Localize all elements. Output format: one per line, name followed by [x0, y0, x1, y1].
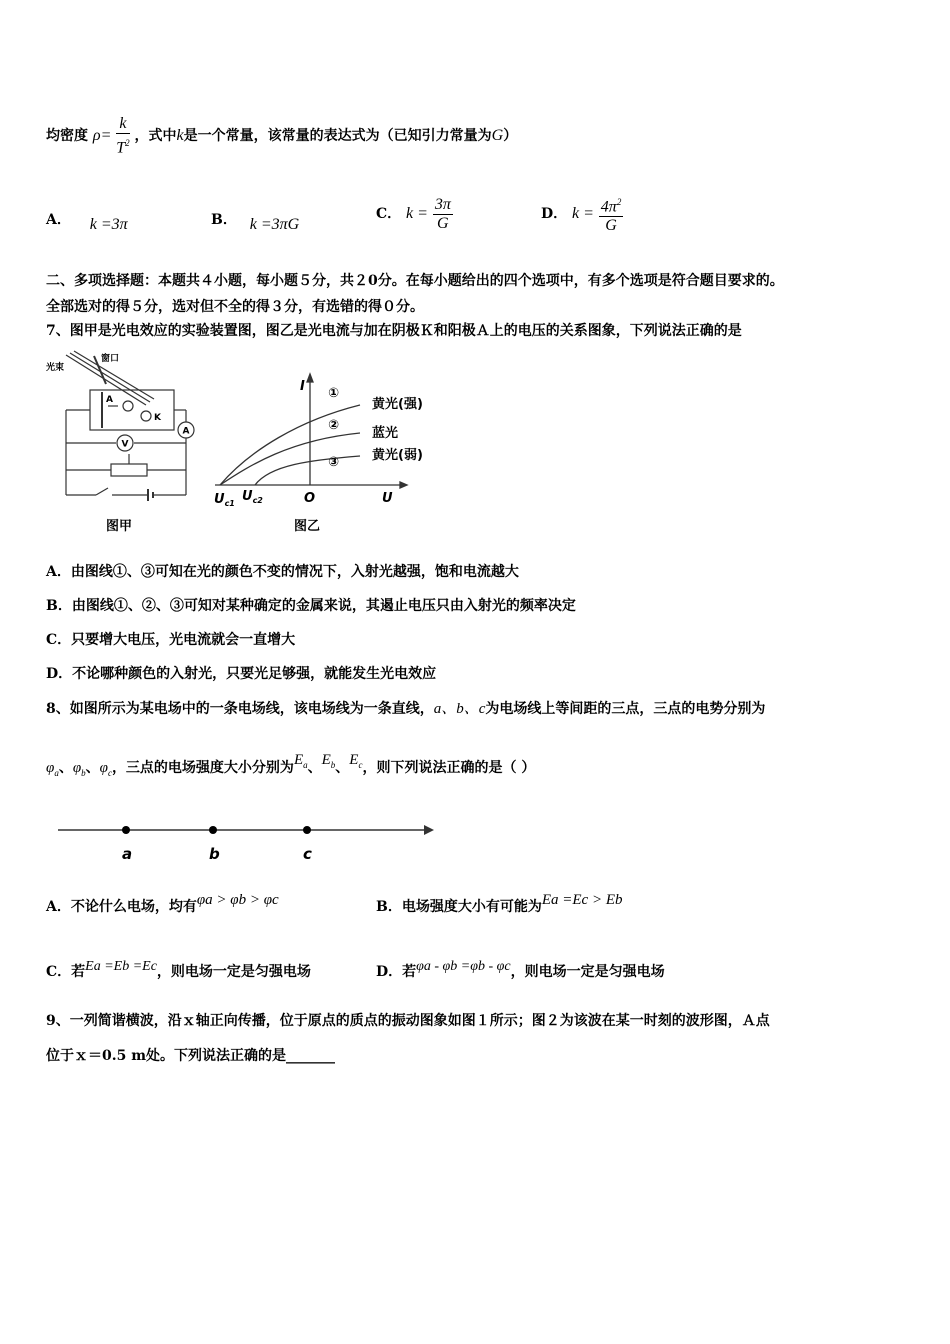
equals-sign: = [100, 127, 112, 144]
q8-option-a-expr: φa > φb > φc [196, 892, 279, 908]
uc1-symbol: U [214, 492, 225, 507]
ammeter-label: A [182, 426, 190, 437]
curve-1-label: 黄光(强) [372, 397, 423, 412]
figure-a-caption: 图甲 [106, 519, 133, 534]
e-c [349, 752, 362, 768]
separator-4: 、 [335, 760, 350, 776]
origin-label: O [304, 491, 316, 506]
q8-option-d-expr: φa - φb =φb - φc [416, 959, 511, 974]
field-arrow [424, 825, 434, 835]
point-a [122, 826, 130, 834]
option-c-label: C． [376, 206, 402, 222]
q8-stem-d: ，则下列说法正确的是（ ） [362, 760, 536, 776]
phi-c-sub: c [107, 768, 112, 778]
curve-2-label: 蓝光 [372, 426, 399, 441]
uc1-subscript: c1 [224, 499, 235, 508]
k-symbol: k [176, 127, 184, 144]
q8-option-c-label: C．若 [46, 964, 86, 980]
curve-2-number: ② [328, 418, 340, 433]
point-c [303, 826, 311, 834]
rho-symbol: ρ [92, 127, 101, 144]
phi-b [73, 760, 86, 776]
q8-option-b-expr: Ea =Ec > Eb [541, 892, 623, 908]
option-c-num: 3π [434, 195, 451, 213]
q9-line1: 9、一列简谐横波，沿ｘ轴正向传播，位于原点的质点的振动图象如图１所示；图２为该波在某一时刻的波形图，Ａ点 [46, 1013, 770, 1029]
q7-option-d: D．不论哪种颜色的入射光，只要光足够强，就能发生光电效应 [46, 666, 437, 682]
uc2-subscript: c2 [252, 496, 263, 505]
option-d-num-exp: 2 [616, 196, 622, 207]
phi-a-symbol: φ [46, 760, 55, 776]
q8-stem-line2 [46, 752, 535, 789]
uc2-symbol: U [242, 489, 253, 504]
e-a [294, 752, 308, 768]
q8-option-a [46, 893, 279, 921]
curve-3-label: 黄光(弱) [372, 448, 423, 463]
x-axis-label: U [382, 491, 393, 506]
label-a: a [122, 845, 133, 863]
q6-option-c [376, 190, 453, 238]
q7-option-b: B．由图线①、②、③可知对某种确定的金属来说，其遏止电压只由入射光的频率决定 [46, 598, 576, 614]
q7-option-a: A．由图线①、③可知在光的颜色不变的情况下，入射光越强，饱和电流越大 [46, 564, 519, 580]
density-fraction [116, 115, 129, 157]
q6-stem [46, 108, 517, 164]
q8-option-c-tail: ，则电场一定是匀强电场 [156, 964, 311, 980]
q6-option-a [46, 206, 128, 234]
e-a-symbol: E [293, 752, 304, 768]
q8-option-b [376, 893, 622, 921]
q6-end: ） [503, 128, 518, 144]
q8-option-c [46, 958, 311, 987]
point-b [209, 826, 217, 834]
q8-option-d [376, 958, 665, 987]
q8-stem-line1 [46, 697, 765, 721]
option-c-fraction [433, 196, 453, 233]
option-c-den: G [437, 214, 449, 232]
cathode-label: K [154, 413, 161, 423]
e-a-sub: a [303, 760, 308, 770]
label-c: c [303, 845, 312, 863]
uc1-label [214, 492, 235, 508]
electric-field-line-figure [56, 818, 441, 868]
option-d-den: G [605, 217, 617, 235]
q6-prefix: 均密度 [46, 128, 88, 144]
figure-a-apparatus [46, 350, 206, 540]
voltmeter-label: V [121, 439, 129, 450]
den-t: T [116, 139, 126, 157]
label-b: b [209, 845, 220, 863]
phi-a-sub: a [54, 768, 59, 778]
option-b-expr: k =3πG [249, 216, 300, 233]
phi-b-sub: b [81, 768, 86, 778]
anode-label: A [106, 395, 113, 405]
separator-1: 、 [58, 760, 73, 776]
density-numerator: k [116, 115, 129, 134]
separator-2: 、 [85, 760, 100, 776]
option-d-k: k = [572, 205, 594, 222]
phi-c-symbol: φ [99, 760, 108, 776]
section2-line1: 二、多项选择题：本题共４小题，每小题５分，共２0分。在每小题给出的四个选项中，有多个选项是符合题目要求的。 [46, 273, 784, 289]
q9-line2: 位于ｘ＝0.5 m处。下列说法正确的是_______ [46, 1048, 336, 1064]
curve-3-number: ③ [328, 455, 340, 470]
phi-b-symbol: φ [72, 760, 82, 776]
e-c-sub: c [358, 760, 363, 770]
phi-a [46, 760, 59, 776]
e-b [322, 752, 336, 768]
e-b-sub: b [330, 760, 336, 770]
q8-option-d-label: D．若 [376, 964, 417, 980]
option-a-label: A． [46, 212, 71, 228]
option-d-num [599, 193, 624, 217]
q7-option-c: C．只要增大电压，光电流就会一直增大 [46, 632, 296, 648]
light-beam-label: 光束 [46, 363, 65, 373]
q7-stem: 7、图甲是光电效应的实验装置图，图乙是光电流与加在阴极Ｋ和阳极Ａ上的电压的关系图象，下列说法正确的是 [46, 323, 742, 339]
curve-1-number: ① [328, 386, 340, 401]
q8-option-c-expr: Ea =Eb =Ec [85, 959, 157, 974]
option-a-expr: k =3π [89, 216, 128, 233]
q6-option-d [541, 190, 623, 238]
y-axis-label: I [300, 379, 305, 394]
e-c-symbol: E [349, 752, 359, 768]
phi-c [100, 760, 112, 776]
q6-option-b [211, 206, 299, 234]
e-b-symbol: E [321, 752, 331, 768]
option-b-label: B． [211, 212, 237, 228]
g-symbol: G [491, 127, 504, 144]
density-denominator [116, 134, 129, 157]
figure-b-caption: 图乙 [294, 519, 321, 534]
option-c-k: k = [406, 205, 428, 222]
q8-option-a-label: A．不论什么电场，均有 [46, 899, 197, 915]
q6-middle-b: 是一个常量，该常量的表达式为（已知引力常量为 [183, 128, 492, 144]
section2-line2: 全部选对的得５分，选对但不全的得３分，有选错的得０分。 [46, 299, 424, 315]
q8-option-d-tail: ，则电场一定是匀强电场 [510, 964, 665, 980]
option-d-num-base: 4π [600, 198, 617, 216]
uc2-label [242, 489, 263, 505]
q8-stem-c: ，三点的电场强度大小分别为 [111, 760, 294, 776]
q8-stem-a: 8、如图所示为某电场中的一条电场线，该电场线为一条直线， [46, 701, 434, 717]
option-d-fraction [599, 193, 624, 235]
figure-b-iv-graph [210, 370, 450, 540]
separator-3: 、 [307, 760, 322, 776]
q8-stem-b: 为电场线上等间距的三点，三点的电势分别为 [485, 701, 766, 717]
window-label: 窗口 [101, 354, 120, 364]
q6-middle-a: ，式中 [134, 128, 177, 144]
den-exp: 2 [125, 137, 130, 148]
option-d-label: D． [541, 206, 568, 222]
q8-option-b-label: B．电场强度大小有可能为 [376, 899, 542, 915]
q8-points: a、b、c [433, 701, 486, 717]
